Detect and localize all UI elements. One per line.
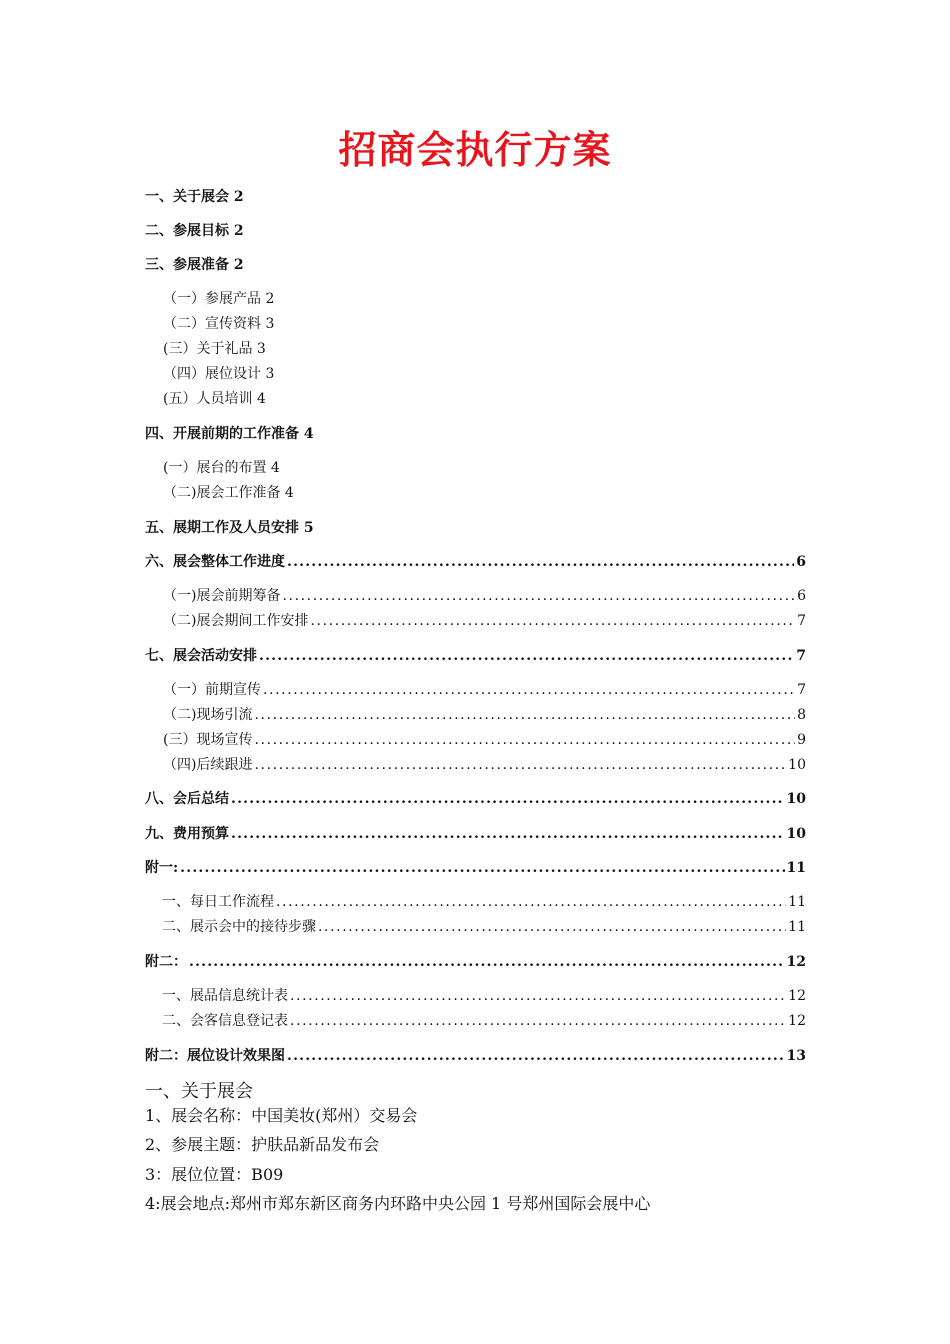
toc-page-number: 11 <box>786 860 806 876</box>
section-heading: 一、关于展会 <box>145 1081 253 1102</box>
toc-entry-label: 四、开展前期的工作准备 4 <box>145 426 314 442</box>
toc-leader-dots <box>254 755 786 775</box>
toc-entry-label: （二)现场引流 <box>163 707 253 723</box>
toc-entry[interactable] <box>145 424 314 444</box>
toc-entry[interactable] <box>162 917 806 937</box>
toc-page-number: 13 <box>786 1048 806 1064</box>
toc-page-number: 12 <box>788 1013 806 1029</box>
toc-entry[interactable] <box>163 289 274 309</box>
toc-entry[interactable] <box>163 389 266 409</box>
toc-entry-label: 附二： <box>145 954 187 970</box>
toc-entry-label: 六、展会整体工作进度 <box>145 554 285 570</box>
toc-entry-label: （二)展会期间工作安排 <box>163 613 309 629</box>
toc-entry-label: 三、参展准备 2 <box>145 257 244 273</box>
toc-entry[interactable] <box>145 552 806 572</box>
toc-page-number: 6 <box>797 588 806 604</box>
toc-entry[interactable] <box>145 858 806 878</box>
toc-entry[interactable] <box>163 680 806 700</box>
toc-page-number: 11 <box>788 919 806 935</box>
toc-page-number: 7 <box>797 682 806 698</box>
toc-entry-label: （四)后续跟进 <box>163 757 253 773</box>
toc-page-number: 7 <box>797 613 806 629</box>
toc-entry[interactable] <box>145 187 244 207</box>
toc-entry[interactable] <box>145 646 806 666</box>
toc-entry-label: 二、会客信息登记表 <box>162 1013 288 1029</box>
toc-entry[interactable] <box>163 705 806 725</box>
toc-entry-label: 七、展会活动安排 <box>145 648 257 664</box>
toc-leader-dots <box>318 917 786 937</box>
toc-entry-label: 一、展品信息统计表 <box>162 988 288 1004</box>
toc-leader-dots <box>282 586 795 606</box>
toc-entry-label: 一、关于展会 2 <box>145 189 244 205</box>
toc-entry-label: （二）宣传资料 3 <box>163 316 275 332</box>
toc-entry[interactable] <box>145 518 314 538</box>
toc-entry[interactable] <box>163 611 806 631</box>
toc-entry[interactable] <box>163 755 806 775</box>
toc-entry-label: 九、费用预算 <box>145 826 229 842</box>
toc-page-number: 11 <box>788 894 806 910</box>
toc-leader-dots <box>231 824 785 844</box>
toc-entry[interactable] <box>163 730 806 750</box>
toc-entry-label: （二)展会工作准备 4 <box>163 485 294 501</box>
toc-entry-label: 附一: <box>145 860 179 876</box>
toc-page-number: 9 <box>797 732 806 748</box>
toc-entry-label: 二、参展目标 2 <box>145 223 244 239</box>
toc-entry[interactable] <box>163 364 274 384</box>
toc-entry-label: （四）展位设计 3 <box>163 366 275 382</box>
toc-page-number: 12 <box>788 988 806 1004</box>
body-line: 3：展位位置：B09 <box>145 1165 284 1184</box>
document-title: 招商会执行方案 <box>338 127 612 172</box>
toc-entry[interactable] <box>163 339 266 359</box>
toc-leader-dots <box>263 680 795 700</box>
body-line: 2、参展主题：护肤品新品发布会 <box>145 1135 380 1154</box>
toc-entry[interactable] <box>145 221 244 241</box>
toc-entry[interactable] <box>145 1046 806 1066</box>
toc-page-number: 6 <box>796 554 806 570</box>
toc-entry[interactable] <box>162 1011 806 1031</box>
toc-entry[interactable] <box>163 458 280 478</box>
toc-entry[interactable] <box>145 789 806 809</box>
toc-entry[interactable] <box>163 586 806 606</box>
toc-page-number: 8 <box>797 707 806 723</box>
toc-page-number: 12 <box>786 954 806 970</box>
toc-page-number: 10 <box>786 826 806 842</box>
toc-leader-dots <box>254 705 795 725</box>
toc-entry[interactable] <box>145 824 806 844</box>
toc-leader-dots <box>310 611 795 631</box>
toc-entry-label: （一）参展产品 2 <box>163 291 275 307</box>
toc-leader-dots <box>180 858 784 878</box>
body-line: 4:展会地点:郑州市郑东新区商务内环路中央公园 1 号郑州国际会展中心 <box>145 1194 651 1213</box>
body-line: 1、展会名称：中国美妆(郑州）交易会 <box>145 1106 418 1125</box>
toc-entry[interactable] <box>145 952 806 972</box>
toc-entry[interactable] <box>145 255 244 275</box>
toc-entry-label: （一）前期宣传 <box>163 682 261 698</box>
toc-page-number: 10 <box>786 791 806 807</box>
toc-leader-dots <box>276 892 786 912</box>
toc-entry-label: 二、展示会中的接待步骤 <box>162 919 316 935</box>
toc-entry-label: (五）人员培训 4 <box>163 391 266 407</box>
toc-entry[interactable] <box>162 986 806 1006</box>
toc-entry-label: 附二：展位设计效果图 <box>145 1048 285 1064</box>
toc-page-number: 10 <box>788 757 806 773</box>
toc-entry-label: (三）现场宣传 <box>163 732 253 748</box>
toc-entry[interactable] <box>163 483 294 503</box>
toc-entry-label: 一、每日工作流程 <box>162 894 274 910</box>
toc-entry[interactable] <box>163 314 274 334</box>
toc-leader-dots <box>290 1011 786 1031</box>
toc-entry-label: (一）展台的布置 4 <box>163 460 280 476</box>
toc-entry-label: 五、展期工作及人员安排 5 <box>145 520 314 536</box>
toc-entry-label: (三）关于礼品 3 <box>163 341 266 357</box>
toc-leader-dots <box>287 1046 785 1066</box>
toc-entry[interactable] <box>162 892 806 912</box>
toc-leader-dots <box>231 789 785 809</box>
toc-entry-label: （一)展会前期筹备 <box>163 588 281 604</box>
toc-page-number: 7 <box>796 648 806 664</box>
toc-entry-label: 八、会后总结 <box>145 791 229 807</box>
toc-leader-dots <box>290 986 786 1006</box>
toc-leader-dots <box>254 730 795 750</box>
toc-leader-dots <box>259 646 794 666</box>
toc-leader-dots <box>287 552 794 572</box>
toc-leader-dots <box>189 952 785 972</box>
